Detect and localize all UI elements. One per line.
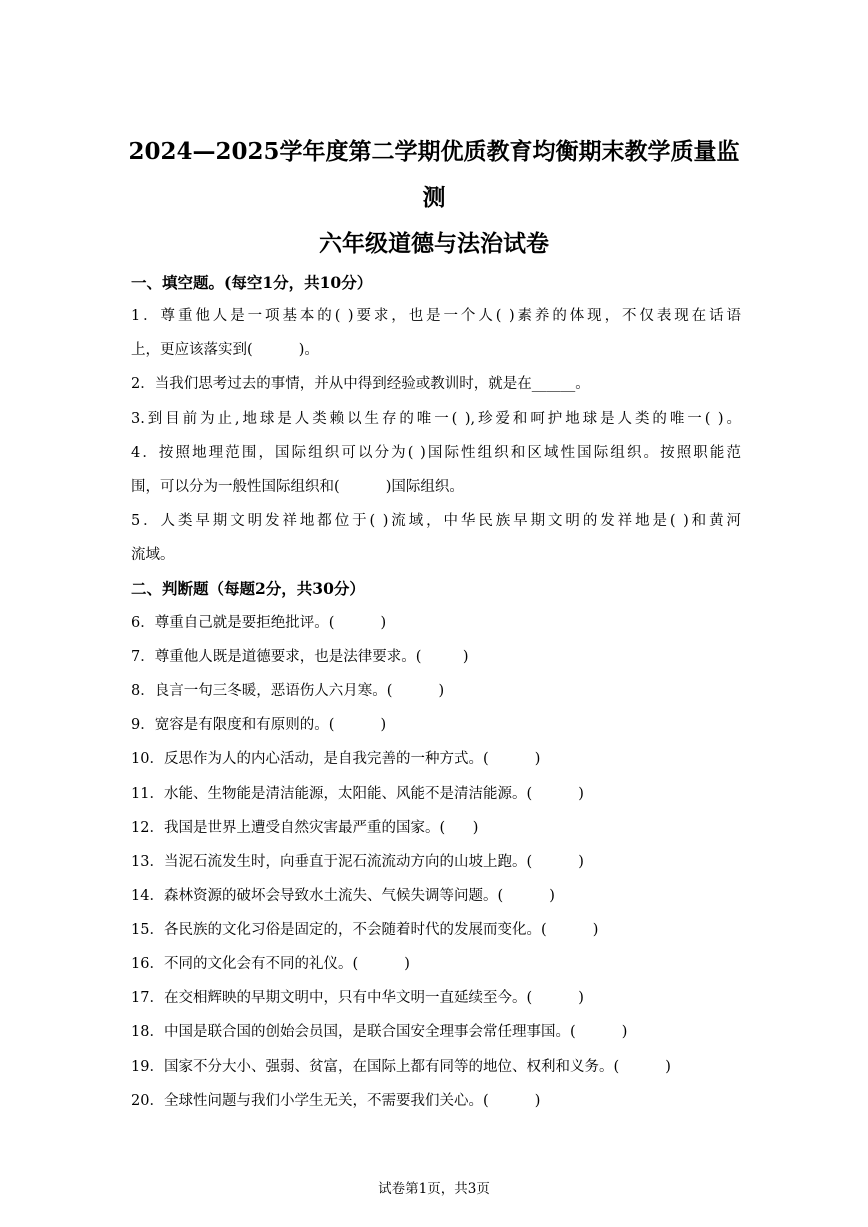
question-item: 7．尊重他人既是道德要求，也是法律要求。( ) [131, 649, 469, 665]
question-item: 10．反思作为人的内心活动，是自我完善的一种方式。( ) [131, 751, 541, 767]
question-item: 20．全球性问题与我们小学生无关，不需要我们关心。( ) [131, 1093, 541, 1109]
question-item: 18．中国是联合国的创始会员国，是联合国安全理事会常任理事国。( ) [131, 1024, 628, 1040]
section-heading-fill-in: 一、填空题。(每空1分，共10分） [131, 273, 373, 292]
exam-title-continuation: 测 [422, 184, 446, 211]
question-line: 2．当我们思考过去的事情，并从中得到经验或教训时，就是在______。 [131, 376, 590, 392]
question-item: 16．不同的文化会有不同的礼仪。( ) [131, 956, 410, 972]
question-line: 上，更应该落实到( )。 [131, 342, 319, 358]
question-item: 11．水能、生物能是清洁能源，太阳能、风能不是清洁能源。( ) [131, 786, 584, 802]
question-line: 5．人类早期文明发祥地都位于( )流域，中华民族早期文明的发祥地是( )和黄河 [131, 513, 741, 529]
exam-title: 2024—2025学年度第二学期优质教育均衡期末教学质量监 [128, 138, 740, 165]
exam-subtitle: 六年级道德与法治试卷 [319, 230, 549, 257]
question-item: 19．国家不分大小、强弱、贫富，在国际上都有同等的地位、权利和义务。( ) [131, 1059, 671, 1075]
question-line: 4．按照地理范围，国际组织可以分为( )国际性组织和区域性国际组织。按照职能范 [131, 445, 741, 461]
question-line: 流域。 [131, 547, 175, 563]
question-item: 8．良言一句三冬暖，恶语伤人六月寒。( ) [131, 683, 445, 699]
question-item: 12．我国是世界上遭受自然灾害最严重的国家。( ) [131, 820, 479, 836]
question-line: 3.到目前为止,地球是人类赖以生存的唯一( ),珍爱和呵护地球是人类的唯一( )。 [131, 411, 741, 427]
question-item: 14．森林资源的破坏会导致水土流失、气候失调等问题。( ) [131, 888, 555, 904]
question-item: 17．在交相辉映的早期文明中，只有中华文明一直延续至今。( ) [131, 990, 584, 1006]
question-item: 9．宽容是有限度和有原则的。( ) [131, 717, 387, 733]
question-line: 围，可以分为一般性国际组织和( )国际组织。 [131, 479, 464, 495]
question-item: 6．尊重自己就是要拒绝批评。( ) [131, 615, 387, 631]
question-item: 13．当泥石流发生时，向垂直于泥石流流动方向的山坡上跑。( ) [131, 854, 584, 870]
question-line: 1．尊重他人是一项基本的( )要求，也是一个人( )素养的体现，不仅表现在话语 [131, 308, 741, 324]
question-item: 15．各民族的文化习俗是固定的，不会随着时代的发展而变化。( ) [131, 922, 599, 938]
section-heading-true-false: 二、判断题（每题2分，共30分） [131, 579, 365, 598]
page-footer: 试卷第1页，共3页 [378, 1181, 490, 1197]
